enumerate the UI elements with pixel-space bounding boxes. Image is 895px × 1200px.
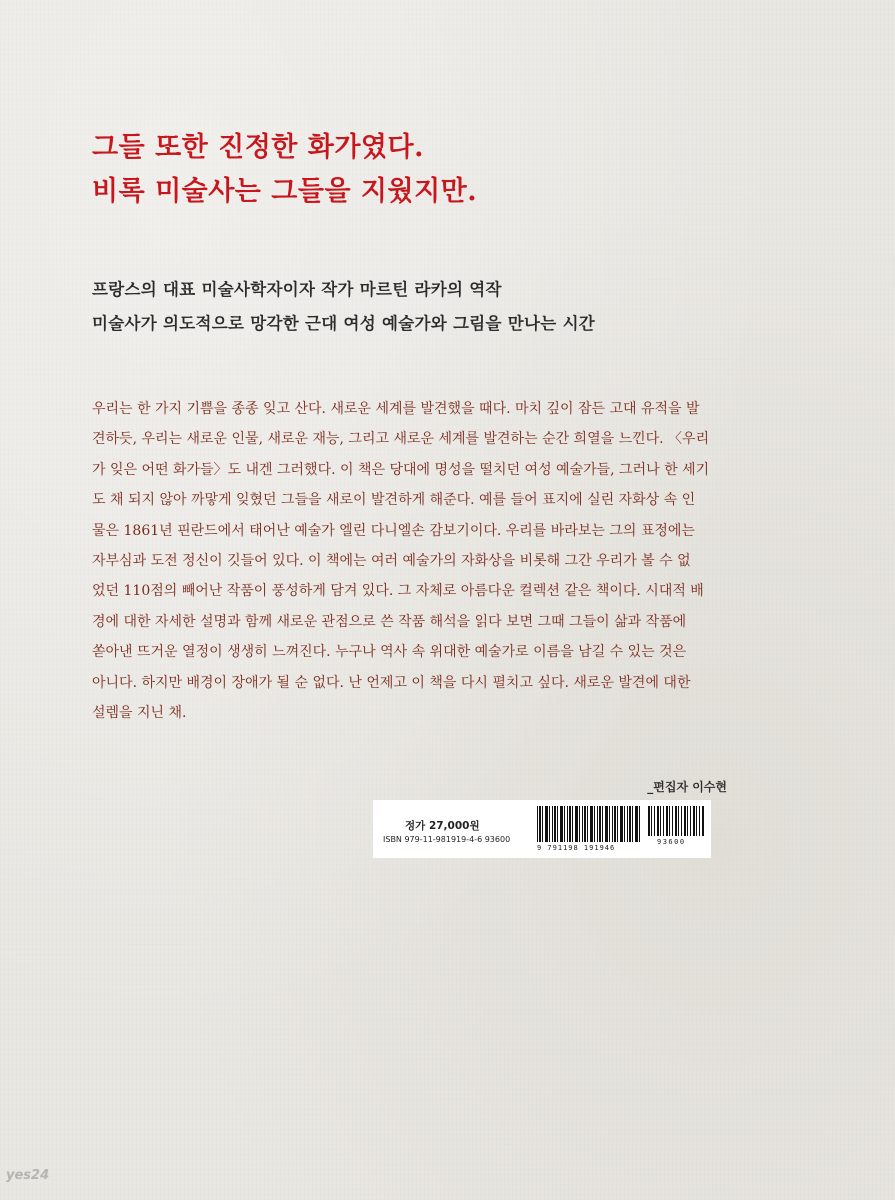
headline-line-2: 비록 미술사는 그들을 지웠지만. bbox=[92, 176, 478, 207]
isbn-barcode bbox=[537, 806, 640, 842]
review-line: 쏟아낸 뜨거운 열정이 생생히 느껴진다. 누구나 역사 속 위대한 예술가로 이름을 남길 수 있는 것은 bbox=[92, 644, 687, 661]
review-line: 었던 110점의 빼어난 작품이 풍성하게 담겨 있다. 그 자체로 아름다운 컬렉션 같은 책이다. 시대적 배 bbox=[92, 583, 704, 600]
yes24-watermark: yes24 bbox=[6, 1168, 50, 1183]
headline-line-1: 그들 또한 진정한 화가였다. bbox=[92, 132, 425, 163]
review-line: 설렘을 지닌 채. bbox=[92, 705, 187, 722]
editor-review bbox=[92, 394, 732, 728]
subtitle bbox=[92, 273, 595, 341]
review-line: 경에 대한 자세한 설명과 함께 새로운 관점으로 쓴 작품 해석을 읽다 보면 그때 그들이 삶과 작품에 bbox=[92, 613, 687, 630]
review-line: 아니다. 하지만 배경이 장애가 될 순 없다. 난 언제고 이 책을 다시 펼치고 싶다. 새로운 발견에 대한 bbox=[92, 674, 691, 691]
editor-signature: _편집자 이수현 bbox=[647, 780, 727, 794]
addon-digits: 93600 bbox=[657, 838, 686, 846]
review-line: 견하듯, 우리는 새로운 인물, 새로운 재능, 그리고 새로운 세계를 발견하는 순간 희열을 느낀다. 〈우리 bbox=[92, 431, 710, 448]
review-line: 도 채 되지 않아 까맣게 잊혔던 그들을 새로이 발견하게 해준다. 예를 들어 표지에 실린 자화상 속 인 bbox=[92, 492, 696, 509]
isbn-label: ISBN 979-11-981919-4-6 93600 bbox=[383, 835, 511, 844]
price-label: 정가 27,000원 bbox=[405, 820, 480, 832]
review-line: 우리는 한 가지 기쁨을 종종 잊고 산다. 새로운 세계를 발견했을 때다. 마치 깊이 잠든 고대 유적을 발 bbox=[92, 401, 700, 417]
subtitle-line-2: 미술사가 의도적으로 망각한 근대 여성 예술가와 그림을 만나는 시간 bbox=[92, 314, 596, 333]
review-line: 물은 1861년 핀란드에서 태어난 예술가 엘린 다니엘손 감보기이다. 우리를 바라보는 그의 표정에는 bbox=[92, 522, 695, 539]
barcode-label bbox=[373, 800, 711, 858]
headline bbox=[92, 126, 477, 214]
review-line: 가 잊은 어떤 화가들〉도 내겐 그러했다. 이 책은 당대에 명성을 떨치던 여성 예술가들, 그러나 한 세기 bbox=[92, 461, 710, 478]
review-line: 자부심과 도전 정신이 깃들어 있다. 이 책에는 여러 예술가의 자화상을 비롯해 그간 우리가 볼 수 없 bbox=[92, 553, 691, 570]
addon-barcode bbox=[648, 806, 704, 836]
subtitle-line-1: 프랑스의 대표 미술사학자이자 작가 마르틴 라카의 역작 bbox=[92, 280, 502, 299]
barcode-digits: 9 791198 191946 bbox=[537, 844, 616, 852]
